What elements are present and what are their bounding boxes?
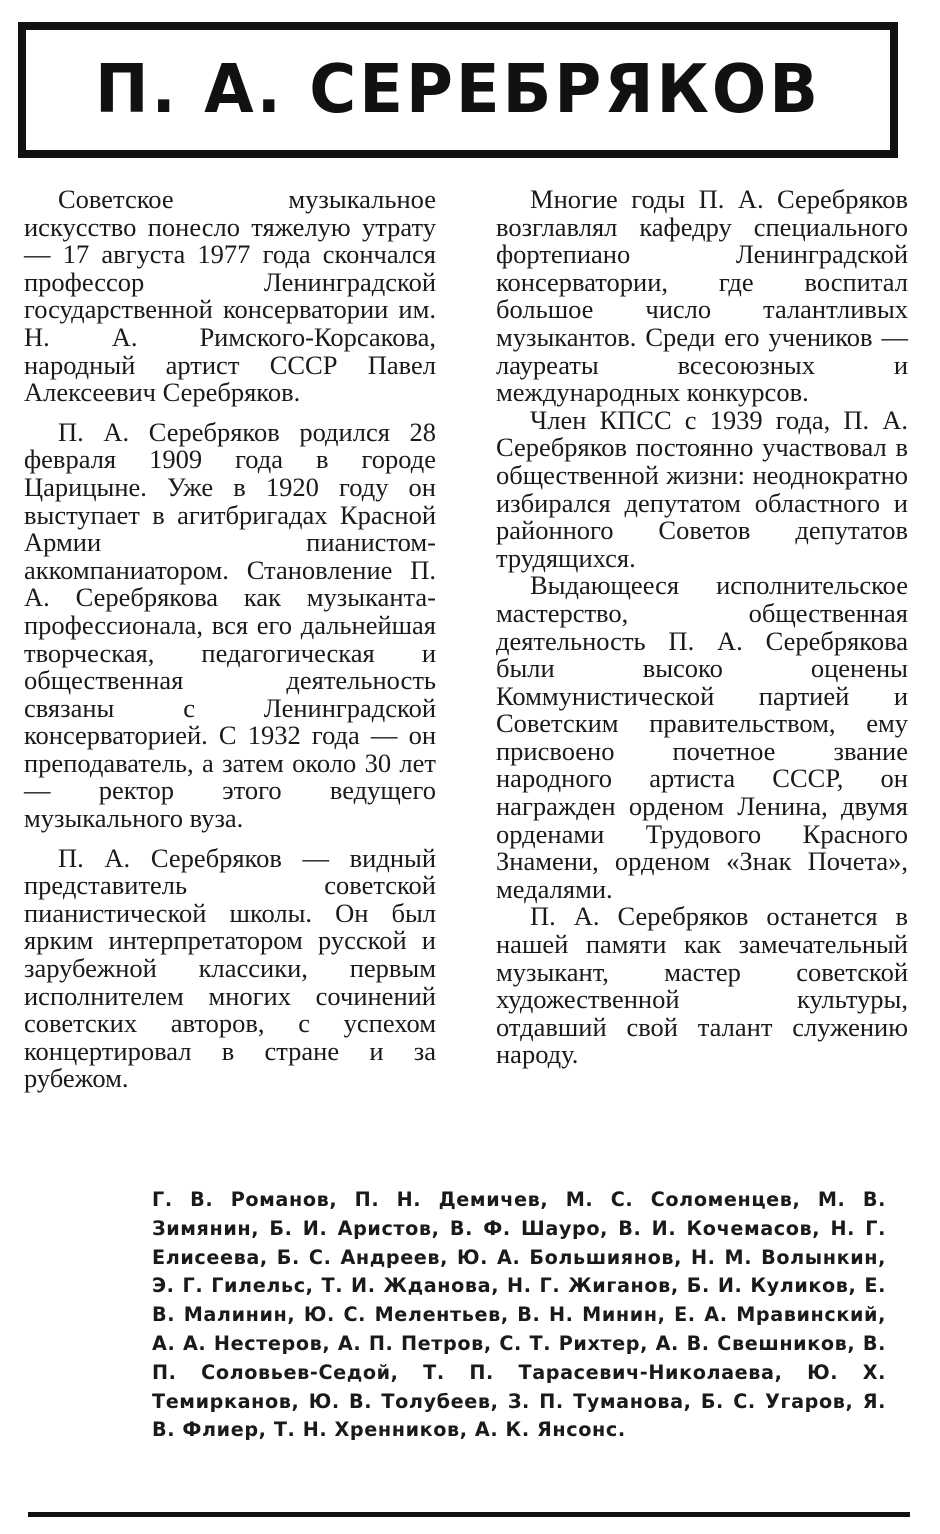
right-paragraph-2: Член КПСС с 1939 года, П. А. Серебряков постоянно участвовал в общественной жизни: неоднократно избирался депутатом областного и районного Советов депутатов трудящихся. — [496, 404, 908, 573]
left-column — [24, 186, 436, 1093]
bottom-divider — [28, 1512, 910, 1517]
right-column — [496, 186, 908, 1069]
right-paragraph-4: П. А. Серебряков останется в нашей памяти как замечательный музыкант, мастер советской художественной культуры, отдавший свой талант служению народу. — [496, 901, 908, 1070]
left-paragraph-1: Советское музыкальное искусство понесло тяжелую утрату — 17 августа 1977 года скончался профессор Ленинградской государственной консерватории им. Н. А. Римского-Корсакова, народный артист СССР Павел Алексеевич Серебряков. — [24, 184, 436, 408]
right-paragraph-1: Многие годы П. А. Серебряков возглавлял кафедру специального фортепиано Ленинградской консерватории, где воспитал большое число талантливых музыкантов. Среди его учеников — лауреаты всесоюзных и международных конкурсов. — [496, 184, 908, 408]
left-paragraph-2: П. А. Серебряков родился 28 февраля 1909 года в городе Царицыне. Уже в 1920 году он выступает в агитбригадах Красной Армии пианистом-аккомпаниатором. Становление П. А. Серебрякова как музыканта-профессионала, вся его дальнейшая творческая, педагогическая и общественная деятельность связаны с Ленинградской консерваторией. С 1932 года — он преподаватель, а затем около 30 лет — ректор этого ведущего музыкального вуза. — [24, 416, 436, 834]
title-frame — [18, 22, 898, 158]
signatories-list: Г. В. Романов, П. Н. Демичев, М. С. Соломенцев, М. В. Зимянин, Б. И. Аристов, В. Ф. Шауро, В. И. Кочемасов, Н. Г. Елисеева, Б. С. Андреев, Ю. А. Большиянов, Н. М. Волынкин, Э. Г. Гилельс, Т. И. Жданова, Н. Г. Жиганов, Б. И. Куликов, Е. В. Малинин, Ю. С. Мелентьев, В. Н. Минин, Е. А. Мравинский, А. А. Нестеров, А. П. Петров, С. Т. Рихтер, А. В. Свешников, В. П. Соловьев-Седой, Т. П. Тарасевич-Николаева, Ю. Х. Темирканов, Ю. В. Толубеев, З. П. Туманова, Б. С. Угаров, Я. В. Флиер, Т. Н. Хренников, А. К. Янсонс. — [152, 1188, 886, 1442]
right-paragraph-3: Выдающееся исполнительское мастерство, общественная деятельность П. А. Серебрякова были высоко оценены Коммунистической партией и Советским правительством, ему присвоено почетное звание народного артиста СССР, он награжден орденом Ленина, двумя орденами Трудового Красного Знамени, орденом «Знак Почета», медалями. — [496, 570, 908, 904]
page-title: П. А. СЕРЕБРЯКОВ — [94, 51, 822, 129]
left-paragraph-3: П. А. Серебряков — видный представитель советской пианистической школы. Он был ярким интерпретатором русской и зарубежной классики, первым исполнителем многих сочинений советских авторов, с успехом концертировал в стране и за рубежом. — [24, 842, 436, 1094]
